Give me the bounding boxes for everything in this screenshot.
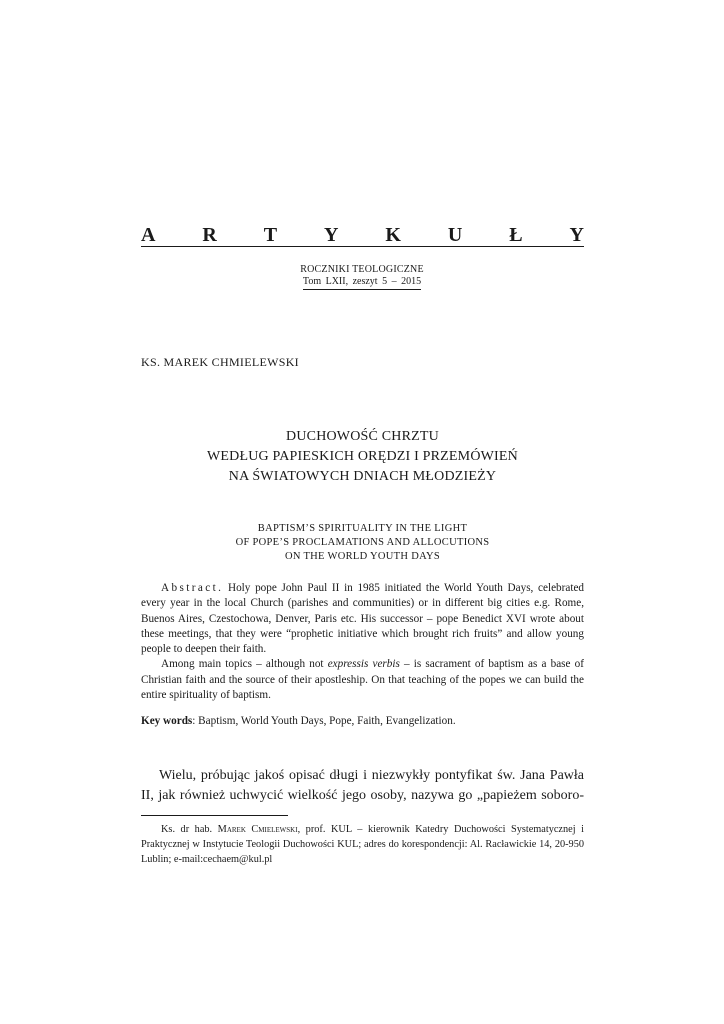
article-title-line: WEDŁUG PAPIESKICH ORĘDZI I PRZEMÓWIEŃ [207, 449, 518, 464]
article-title-line: NA ŚWIATOWYCH DNIACH MŁODZIEŻY [228, 469, 497, 484]
journal-issue: Tom LXII, zeszyt 5 – 2015 [303, 276, 421, 290]
section-heading-rule [141, 246, 584, 247]
section-heading-letter: K [385, 224, 401, 246]
abstract [141, 581, 584, 703]
english-title-line: OF POPE’S PROCLAMATIONS AND ALLOCUTIONS [235, 537, 490, 548]
footnote-author-name: Marek Cmielewski [217, 824, 298, 835]
abstract-paragraph [141, 657, 584, 703]
section-heading-letter: R [202, 224, 217, 246]
journal-name: ROCZNIKI TEOLOGICZNE [300, 264, 424, 275]
footnote [141, 822, 584, 867]
author-name: KS. MAREK CHMIELEWSKI [141, 355, 299, 369]
article-title-line: DUCHOWOŚĆ CHRZTU [286, 429, 439, 444]
body-text [141, 766, 584, 806]
keywords-text: : Baptism, World Youth Days, Pope, Faith, Evangelization. [192, 715, 456, 727]
body-paragraph: Wielu, próbując jakoś opisać długi i niezwykły pontyfikat św. Jana Pawła II, jak również uchwycić wielkość jego osoby, nazywa go „papieżem soboro- [141, 768, 584, 803]
abstract-paragraph [141, 581, 584, 657]
section-heading-letter: T [263, 224, 278, 246]
article-title [141, 427, 584, 487]
english-title-line: BAPTISM’S SPIRITUALITY IN THE LIGHT [257, 523, 468, 534]
section-heading-letter: U [447, 224, 463, 246]
section-heading-letter: Y [324, 224, 339, 246]
keywords-label: Key words [141, 715, 193, 727]
footnote-paragraph [141, 822, 584, 867]
abstract-text: Among main topics – although not [161, 658, 324, 671]
journal-info [262, 264, 462, 290]
footnote-text: Ks. dr hab. [161, 824, 213, 835]
english-title-line: ON THE WORLD YOUTH DAYS [284, 551, 441, 562]
footnote-text: , prof. KUL – kierownik Katedry Duchowości Systematycznej i Praktycznej w Instytucie Teologii Duchowości KUL; adres do korespondencji: Al. Racławickie 14, 20-950 Lublin; e-mail:cechaem@kul.pl [141, 824, 584, 865]
section-heading [141, 224, 584, 244]
abstract-italic-text: expressis verbis [327, 658, 400, 671]
abstract-label: Abstract. [161, 582, 224, 594]
section-heading-letter: Ł [509, 224, 523, 246]
footnote-rule [141, 815, 288, 816]
section-heading-letter: A [141, 224, 156, 246]
keywords [141, 714, 584, 729]
abstract-text: – is sacrament of baptism as a base of Christian faith and the source of their apostleship. On that teaching of the popes we can build the entire spirituality of baptism. [141, 658, 584, 702]
abstract-text: Holy pope John Paul II in 1985 initiated the World Youth Days, celebrated every year in the local Church (parishes and communities) or in different big cities e.g. Rome, Buenos Aires, Czestochowa, Denver, Paris etc. His successor – pope Benedict XVI wrote about these meetings, that they were “prophetic initiative which brought rich fruits” and allow young people to deepen their faith. [141, 582, 584, 656]
article-title-english [141, 522, 584, 564]
section-heading-letter: Y [569, 224, 584, 246]
